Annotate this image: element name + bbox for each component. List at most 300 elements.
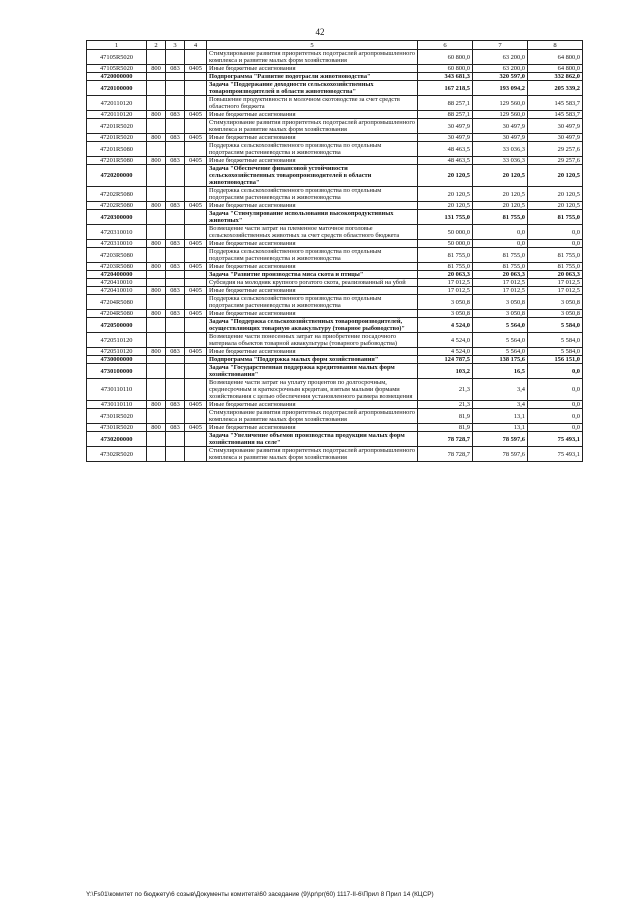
amount-year2-cell: 320 597,0 (473, 73, 528, 81)
amount-year2-cell: 129 560,0 (473, 111, 528, 119)
description-cell: Задача "Увеличение объемов производства продукции малых форм хозяйствования на селе" (207, 432, 418, 447)
code-cell: 4720300000 (87, 210, 147, 225)
section-cell: 0405 (185, 240, 207, 248)
code-cell: 47201R5080 (87, 157, 147, 165)
amount-year1-cell: 131 755,0 (418, 210, 473, 225)
table-row (87, 65, 583, 73)
amount-year2-cell: 20 063,3 (473, 271, 528, 279)
table-row (87, 142, 583, 157)
amount-year3-cell: 64 800,0 (528, 65, 583, 73)
amount-year2-cell: 30 497,9 (473, 119, 528, 134)
amount-year1-cell: 50 000,0 (418, 225, 473, 240)
description-cell: Поддержка сельскохозяйственного производства по отдельным подотраслям растениеводства и животноводства (207, 187, 418, 202)
section-cell: 0405 (185, 263, 207, 271)
amount-year1-cell: 167 218,5 (418, 81, 473, 96)
description-cell: Субсидия на молодняк крупного рогатого скота, реализованный на убой (207, 279, 418, 287)
table-row (87, 73, 583, 81)
code-cell: 4720500000 (87, 318, 147, 333)
department-cell (166, 225, 185, 240)
description-cell: Задача "Государственная поддержка кредитования малых форм хозяйствования" (207, 364, 418, 379)
amount-year3-cell: 17 012,5 (528, 287, 583, 295)
department-cell: 083 (166, 111, 185, 119)
code-cell: 4720410010 (87, 279, 147, 287)
section-cell (185, 165, 207, 187)
description-cell: Иные бюджетные ассигнования (207, 263, 418, 271)
description-cell: Стимулирование развития приоритетных подотраслей агропромышленного комплекса и развитие малых форм хозяйствования (207, 447, 418, 462)
section-cell: 0405 (185, 424, 207, 432)
department-cell (166, 73, 185, 81)
amount-year3-cell: 0,0 (528, 240, 583, 248)
department-cell (166, 248, 185, 263)
amount-year2-cell: 30 497,9 (473, 134, 528, 142)
amount-year2-cell: 81 755,0 (473, 263, 528, 271)
department-cell (166, 333, 185, 348)
department-cell: 083 (166, 310, 185, 318)
amount-year1-cell: 3 050,8 (418, 295, 473, 310)
section-cell: 0405 (185, 310, 207, 318)
description-cell: Задача "Поддержка сельскохозяйственных товаропроизводителей, осуществляющих товарную аквакультуру (товарное рыбоводство)" (207, 318, 418, 333)
amount-year3-cell: 81 755,0 (528, 248, 583, 263)
expense-type-cell (147, 96, 166, 111)
amount-year3-cell: 20 063,3 (528, 271, 583, 279)
description-cell: Задача "Стимулирование использования высокопродуктивных животных" (207, 210, 418, 225)
amount-year2-cell: 20 120,5 (473, 165, 528, 187)
description-cell: Иные бюджетные ассигнования (207, 424, 418, 432)
table-row (87, 50, 583, 65)
amount-year3-cell: 20 120,5 (528, 202, 583, 210)
department-cell (166, 165, 185, 187)
table-row (87, 111, 583, 119)
expense-type-cell: 800 (147, 287, 166, 295)
description-cell: Возмещение части затрат на племенное маточное поголовье сельскохозяйственных животных за счет средств областного бюджета (207, 225, 418, 240)
section-cell (185, 96, 207, 111)
table-row (87, 134, 583, 142)
expense-type-cell (147, 142, 166, 157)
code-cell: 47203R5080 (87, 248, 147, 263)
table-row (87, 356, 583, 364)
table-row (87, 333, 583, 348)
section-cell: 0405 (185, 111, 207, 119)
table-row (87, 187, 583, 202)
expense-type-cell (147, 356, 166, 364)
department-cell (166, 142, 185, 157)
section-cell (185, 210, 207, 225)
description-cell: Подпрограмма "Поддержка малых форм хозяйствования" (207, 356, 418, 364)
section-cell: 0405 (185, 348, 207, 356)
amount-year2-cell: 63 200,0 (473, 65, 528, 73)
department-cell (166, 447, 185, 462)
table-row (87, 210, 583, 225)
amount-year1-cell: 30 497,9 (418, 134, 473, 142)
description-cell: Иные бюджетные ассигнования (207, 157, 418, 165)
code-cell: 4720510120 (87, 333, 147, 348)
department-cell (166, 356, 185, 364)
code-cell: 47302R5020 (87, 447, 147, 462)
amount-year1-cell: 17 012,5 (418, 287, 473, 295)
code-cell: 47202R5080 (87, 187, 147, 202)
table-row (87, 401, 583, 409)
amount-year2-cell: 0,0 (473, 240, 528, 248)
amount-year1-cell: 78 728,7 (418, 432, 473, 447)
amount-year1-cell: 21,3 (418, 401, 473, 409)
amount-year3-cell: 3 050,8 (528, 295, 583, 310)
section-cell: 0405 (185, 65, 207, 73)
amount-year3-cell: 29 257,6 (528, 142, 583, 157)
code-cell: 4720100000 (87, 81, 147, 96)
table-row (87, 202, 583, 210)
expense-type-cell: 800 (147, 401, 166, 409)
description-cell: Иные бюджетные ассигнования (207, 240, 418, 248)
amount-year1-cell: 60 800,0 (418, 65, 473, 73)
department-cell (166, 379, 185, 401)
amount-year2-cell: 81 755,0 (473, 210, 528, 225)
section-cell (185, 447, 207, 462)
table-row (87, 96, 583, 111)
amount-year2-cell: 5 564,0 (473, 318, 528, 333)
amount-year1-cell: 343 681,3 (418, 73, 473, 81)
code-cell: 4730110110 (87, 401, 147, 409)
code-cell: 47201R5080 (87, 142, 147, 157)
table-row (87, 364, 583, 379)
amount-year2-cell: 78 597,6 (473, 447, 528, 462)
amount-year3-cell: 81 755,0 (528, 210, 583, 225)
amount-year2-cell: 78 597,6 (473, 432, 528, 447)
header-cell: 1 (87, 41, 147, 50)
amount-year2-cell: 63 200,0 (473, 50, 528, 65)
department-cell (166, 210, 185, 225)
description-cell: Повышение продуктивности в молочном скотоводстве за счет средств областного бюджета (207, 96, 418, 111)
section-cell (185, 271, 207, 279)
table-row (87, 348, 583, 356)
table-row (87, 447, 583, 462)
department-cell: 083 (166, 202, 185, 210)
description-cell: Иные бюджетные ассигнования (207, 348, 418, 356)
department-cell (166, 364, 185, 379)
expense-type-cell: 800 (147, 157, 166, 165)
amount-year3-cell: 332 862,0 (528, 73, 583, 81)
amount-year3-cell: 0,0 (528, 364, 583, 379)
amount-year1-cell: 20 120,5 (418, 187, 473, 202)
department-cell: 083 (166, 134, 185, 142)
amount-year3-cell: 0,0 (528, 401, 583, 409)
amount-year2-cell: 13,1 (473, 409, 528, 424)
amount-year2-cell: 17 012,5 (473, 287, 528, 295)
amount-year2-cell: 13,1 (473, 424, 528, 432)
section-cell (185, 119, 207, 134)
amount-year2-cell: 20 120,5 (473, 187, 528, 202)
table-row (87, 263, 583, 271)
table-body (87, 41, 583, 462)
amount-year3-cell: 81 755,0 (528, 263, 583, 271)
code-cell: 4720200000 (87, 165, 147, 187)
section-cell (185, 295, 207, 310)
amount-year1-cell: 20 063,3 (418, 271, 473, 279)
table-row (87, 119, 583, 134)
amount-year1-cell: 124 787,5 (418, 356, 473, 364)
amount-year1-cell: 17 012,5 (418, 279, 473, 287)
table-row (87, 225, 583, 240)
header-cell: 3 (166, 41, 185, 50)
description-cell: Поддержка сельскохозяйственного производства по отдельным подотраслям растениеводства и животноводства (207, 248, 418, 263)
expense-type-cell (147, 409, 166, 424)
amount-year3-cell: 205 339,2 (528, 81, 583, 96)
department-cell: 083 (166, 65, 185, 73)
department-cell: 083 (166, 287, 185, 295)
amount-year3-cell: 3 050,8 (528, 310, 583, 318)
table-row (87, 165, 583, 187)
department-cell (166, 187, 185, 202)
code-cell: 4730100000 (87, 364, 147, 379)
code-cell: 47204R5080 (87, 295, 147, 310)
amount-year2-cell: 17 012,5 (473, 279, 528, 287)
amount-year3-cell: 20 120,5 (528, 165, 583, 187)
table-row (87, 81, 583, 96)
expense-type-cell (147, 271, 166, 279)
section-cell (185, 81, 207, 96)
section-cell (185, 50, 207, 65)
code-cell: 4720000000 (87, 73, 147, 81)
amount-year2-cell: 20 120,5 (473, 202, 528, 210)
description-cell: Задача "Обеспечение финансовой устойчивости сельскохозяйственных товаропроизводителей в области животноводства" (207, 165, 418, 187)
code-cell: 4720110120 (87, 96, 147, 111)
amount-year1-cell: 4 524,0 (418, 348, 473, 356)
amount-year1-cell: 81,9 (418, 409, 473, 424)
code-cell: 47204R5080 (87, 310, 147, 318)
description-cell: Иные бюджетные ассигнования (207, 401, 418, 409)
description-cell: Возмещение части понесенных затрат на приобретение посадочного материала объектов товарной аквакультуры (товарного рыбоводства) (207, 333, 418, 348)
header-row (87, 41, 583, 50)
department-cell (166, 318, 185, 333)
section-cell (185, 187, 207, 202)
department-cell (166, 50, 185, 65)
description-cell: Иные бюджетные ассигнования (207, 111, 418, 119)
amount-year1-cell: 81 755,0 (418, 248, 473, 263)
amount-year3-cell: 64 800,0 (528, 50, 583, 65)
table-row (87, 295, 583, 310)
section-cell: 0405 (185, 287, 207, 295)
amount-year3-cell: 156 151,0 (528, 356, 583, 364)
amount-year3-cell: 5 584,0 (528, 333, 583, 348)
expense-type-cell (147, 73, 166, 81)
amount-year1-cell: 48 463,5 (418, 157, 473, 165)
section-cell (185, 225, 207, 240)
section-cell (185, 73, 207, 81)
header-cell: 5 (207, 41, 418, 50)
amount-year1-cell: 81 755,0 (418, 263, 473, 271)
code-cell: 47301R5020 (87, 424, 147, 432)
amount-year2-cell: 129 560,0 (473, 96, 528, 111)
section-cell (185, 248, 207, 263)
amount-year3-cell: 29 257,6 (528, 157, 583, 165)
description-cell: Иные бюджетные ассигнования (207, 310, 418, 318)
code-cell: 47301R5020 (87, 409, 147, 424)
expense-type-cell (147, 318, 166, 333)
section-cell (185, 356, 207, 364)
description-cell: Поддержка сельскохозяйственного производства по отдельным подотраслям растениеводства и животноводства (207, 142, 418, 157)
code-cell: 4720110120 (87, 111, 147, 119)
description-cell: Подпрограмма "Развитие подотрасли животноводства" (207, 73, 418, 81)
amount-year1-cell: 20 120,5 (418, 165, 473, 187)
header-cell: 2 (147, 41, 166, 50)
section-cell (185, 409, 207, 424)
department-cell (166, 409, 185, 424)
amount-year1-cell: 3 050,8 (418, 310, 473, 318)
budget-table (86, 40, 583, 462)
table-row (87, 240, 583, 248)
amount-year1-cell: 21,3 (418, 379, 473, 401)
code-cell: 4720400000 (87, 271, 147, 279)
expense-type-cell (147, 364, 166, 379)
description-cell: Стимулирование развития приоритетных подотраслей агропромышленного комплекса и развитие малых форм хозяйствования (207, 50, 418, 65)
amount-year3-cell: 17 012,5 (528, 279, 583, 287)
department-cell: 083 (166, 263, 185, 271)
amount-year2-cell: 0,0 (473, 225, 528, 240)
code-cell: 47201R5020 (87, 134, 147, 142)
amount-year2-cell: 3,4 (473, 379, 528, 401)
amount-year3-cell: 5 584,0 (528, 348, 583, 356)
expense-type-cell: 800 (147, 240, 166, 248)
section-cell (185, 379, 207, 401)
table-row (87, 409, 583, 424)
amount-year2-cell: 193 094,2 (473, 81, 528, 96)
section-cell: 0405 (185, 401, 207, 409)
section-cell: 0405 (185, 134, 207, 142)
amount-year2-cell: 138 175,6 (473, 356, 528, 364)
section-cell (185, 432, 207, 447)
department-cell: 083 (166, 401, 185, 409)
description-cell: Поддержка сельскохозяйственного производства по отдельным подотраслям растениеводства и животноводства (207, 295, 418, 310)
code-cell: 4730110110 (87, 379, 147, 401)
department-cell: 083 (166, 348, 185, 356)
section-cell (185, 142, 207, 157)
amount-year1-cell: 103,2 (418, 364, 473, 379)
file-path-footer: Y:\Fs01\комитет по бюджету\6 созыв\Документы комитета\60 заседание (9)\pr\pr(60) 1117-II-6\Прил 8 Прил 14 (КЦСР) (86, 891, 434, 898)
code-cell: 4730200000 (87, 432, 147, 447)
amount-year2-cell: 3,4 (473, 401, 528, 409)
department-cell (166, 271, 185, 279)
department-cell (166, 279, 185, 287)
expense-type-cell (147, 279, 166, 287)
code-cell: 4720310010 (87, 240, 147, 248)
table-row (87, 271, 583, 279)
table-row (87, 318, 583, 333)
page-number: 42 (315, 27, 325, 37)
amount-year3-cell: 75 493,1 (528, 447, 583, 462)
amount-year3-cell: 75 493,1 (528, 432, 583, 447)
expense-type-cell (147, 432, 166, 447)
amount-year1-cell: 4 524,0 (418, 333, 473, 348)
expense-type-cell (147, 50, 166, 65)
amount-year2-cell: 33 036,3 (473, 157, 528, 165)
expense-type-cell: 800 (147, 263, 166, 271)
code-cell: 4720410010 (87, 287, 147, 295)
header-cell: 6 (418, 41, 473, 50)
expense-type-cell (147, 210, 166, 225)
table-row (87, 424, 583, 432)
amount-year2-cell: 3 050,8 (473, 310, 528, 318)
code-cell: 4730000000 (87, 356, 147, 364)
amount-year3-cell: 30 497,9 (528, 119, 583, 134)
expense-type-cell (147, 333, 166, 348)
description-cell: Иные бюджетные ассигнования (207, 134, 418, 142)
department-cell (166, 432, 185, 447)
amount-year1-cell: 88 257,1 (418, 96, 473, 111)
amount-year2-cell: 81 755,0 (473, 248, 528, 263)
amount-year1-cell: 60 800,0 (418, 50, 473, 65)
amount-year2-cell: 16,5 (473, 364, 528, 379)
table-row (87, 432, 583, 447)
table-row (87, 310, 583, 318)
amount-year3-cell: 30 497,9 (528, 134, 583, 142)
expense-type-cell: 800 (147, 424, 166, 432)
header-cell: 4 (185, 41, 207, 50)
description-cell: Задача "Поддержание доходности сельскохозяйственных товаропроизводителей в области животноводства" (207, 81, 418, 96)
code-cell: 47201R5020 (87, 119, 147, 134)
code-cell: 47105R5020 (87, 50, 147, 65)
section-cell: 0405 (185, 202, 207, 210)
code-cell: 47202R5080 (87, 202, 147, 210)
code-cell: 4720310010 (87, 225, 147, 240)
amount-year2-cell: 5 564,0 (473, 348, 528, 356)
amount-year2-cell: 5 564,0 (473, 333, 528, 348)
amount-year3-cell: 0,0 (528, 424, 583, 432)
department-cell (166, 119, 185, 134)
table-row (87, 248, 583, 263)
section-cell (185, 318, 207, 333)
expense-type-cell: 800 (147, 202, 166, 210)
expense-type-cell (147, 295, 166, 310)
amount-year3-cell: 145 583,7 (528, 111, 583, 119)
expense-type-cell (147, 81, 166, 96)
amount-year1-cell: 4 524,0 (418, 318, 473, 333)
amount-year3-cell: 0,0 (528, 225, 583, 240)
description-cell: Иные бюджетные ассигнования (207, 202, 418, 210)
department-cell: 083 (166, 240, 185, 248)
amount-year3-cell: 20 120,5 (528, 187, 583, 202)
amount-year1-cell: 78 728,7 (418, 447, 473, 462)
expense-type-cell (147, 447, 166, 462)
amount-year1-cell: 48 463,5 (418, 142, 473, 157)
header-cell: 8 (528, 41, 583, 50)
department-cell (166, 81, 185, 96)
expense-type-cell: 800 (147, 111, 166, 119)
description-cell: Стимулирование развития приоритетных подотраслей агропромышленного комплекса и развитие малых форм хозяйствования (207, 409, 418, 424)
table-row (87, 279, 583, 287)
expense-type-cell (147, 248, 166, 263)
amount-year3-cell: 145 583,7 (528, 96, 583, 111)
expense-type-cell (147, 165, 166, 187)
table-row (87, 287, 583, 295)
amount-year3-cell: 0,0 (528, 409, 583, 424)
amount-year2-cell: 33 036,3 (473, 142, 528, 157)
expense-type-cell: 800 (147, 134, 166, 142)
header-cell: 7 (473, 41, 528, 50)
section-cell: 0405 (185, 157, 207, 165)
expense-type-cell (147, 225, 166, 240)
expense-type-cell (147, 187, 166, 202)
department-cell: 083 (166, 157, 185, 165)
expense-type-cell (147, 379, 166, 401)
section-cell (185, 364, 207, 379)
expense-type-cell: 800 (147, 310, 166, 318)
amount-year1-cell: 88 257,1 (418, 111, 473, 119)
section-cell (185, 333, 207, 348)
description-cell: Задача "Развитие производства мяса скота и птицы" (207, 271, 418, 279)
department-cell: 083 (166, 424, 185, 432)
description-cell: Стимулирование развития приоритетных подотраслей агропромышленного комплекса и развитие малых форм хозяйствования (207, 119, 418, 134)
amount-year1-cell: 30 497,9 (418, 119, 473, 134)
amount-year3-cell: 0,0 (528, 379, 583, 401)
